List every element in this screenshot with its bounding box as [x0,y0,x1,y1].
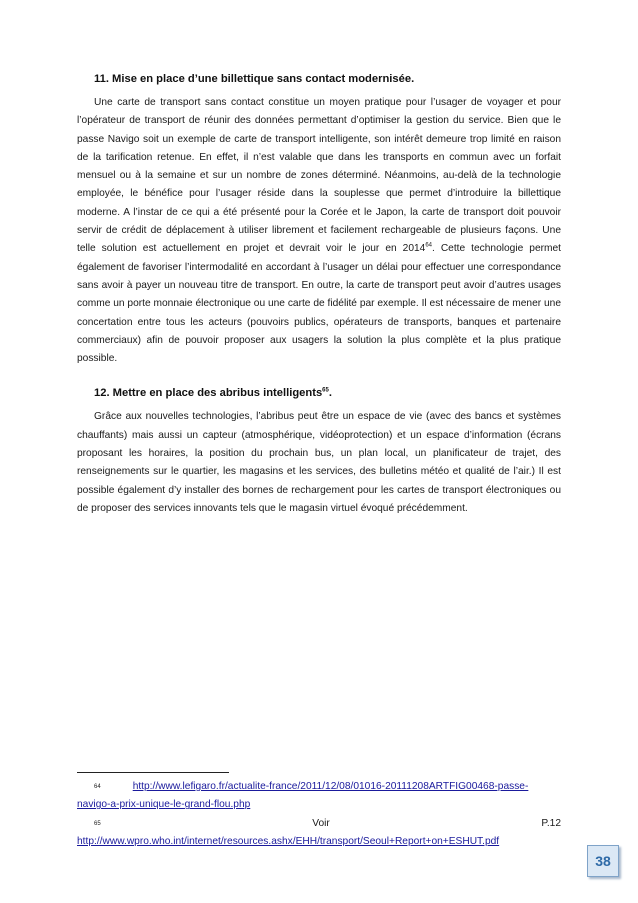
section-12-heading [77,384,561,402]
footnote-separator [77,772,229,773]
main-content [77,70,561,518]
footnote-65-prefix: Voir P.12 [312,817,561,829]
footnote-65 [77,815,561,852]
section-11-paragraph [77,94,561,368]
section-11-text-part2: . Cette technologie permet également de favoriser l’intermodalité en accordant à l’usager un délai pour effectuer une correspondance sans avoir à payer un nouveau titre de transport. En outre, la carte de transport peut avoir d’autres usages comme un porte monnaie électronique ou une carte de fidélité par exemple. Il est nécessaire de mener une concertation entre tous les acteurs (pouvoirs publics, opérateurs de transports, banques et partenaire commerciaux) afin de pouvoir proposer aux usagers la solution la plus complète et la plus pratique possible. [77,243,561,365]
footnotes [77,778,561,851]
footnote-64-link[interactable]: http://www.lefigaro.fr/actualite-france/2011/12/08/01016-20111208ARTFIG00468-passe-navigo-a-prix-unique-le-grand-flou.php [77,781,529,811]
footnote-65-link[interactable]: http://www.wpro.who.int/internet/resources.ashx/EHH/transport/Seoul+Report+on+ESHUT.pdf [77,835,500,847]
footnote-ref-65[interactable]: 65 [322,387,329,394]
section-12-paragraph: Grâce aux nouvelles technologies, l’abribus peut être un espace de vie (avec des bancs et systèmes chauffants) mais aussi un capteur (atmosphérique, vidéoprotection) et un espace d’information (écrans proposant les horaires, la position du prochain bus, un plan local, un planificateur de trajet, des renseignements sur le quartier, les magasins et les services, des bulletins météo et qualité de l’air.) Il est possible également d’y installer des bornes de rechargement pour les cartes de transport électroniques ou de proposer des services innovants tels que le magasin virtuel évoqué précédemment. [77,411,561,514]
page-number-badge: 38 [587,845,619,877]
section-11-heading: 11. Mise en place d’une billettique sans contact modernisée. [94,73,415,85]
footnote-number: 65 [94,820,101,827]
footnote-number: 64 [94,784,101,790]
section-11-text-part1: Une carte de transport sans contact constitue un moyen pratique pour l’usager de voyager et pour l’opérateur de transport de réunir des données permettant d’optimiser la gestion du service. Bien que le passe Navigo soit un exemple de carte de transport intelligente, son intérêt demeure trop limité en raison de la tarification retenue. En effet, il n’est valable que dans les transports en commun avec un forfait mensuel ou à la semaine et sur un nombre de zones déterminé. Néanmoins, au-delà de la technologie employée, le bénéfice pour l’usager réside dans la souplesse que permet d’introduire la billettique moderne. A l’instar de ce qui a été présenté pour la Corée et le Japon, la carte de transport doit pouvoir servir de crédit de déplacement à utiliser librement et facilement rechargeable de plusieurs façons. Une telle solution est actuellement en projet et devrait voir le jour en 2014 [77,97,561,255]
section-12-heading-end: . [328,387,332,400]
footnote-64 [77,778,561,815]
footnote-ref-64[interactable]: 64 [425,242,432,249]
section-12-heading-text: 12. Mettre en place des abribus intelligents [94,387,323,400]
